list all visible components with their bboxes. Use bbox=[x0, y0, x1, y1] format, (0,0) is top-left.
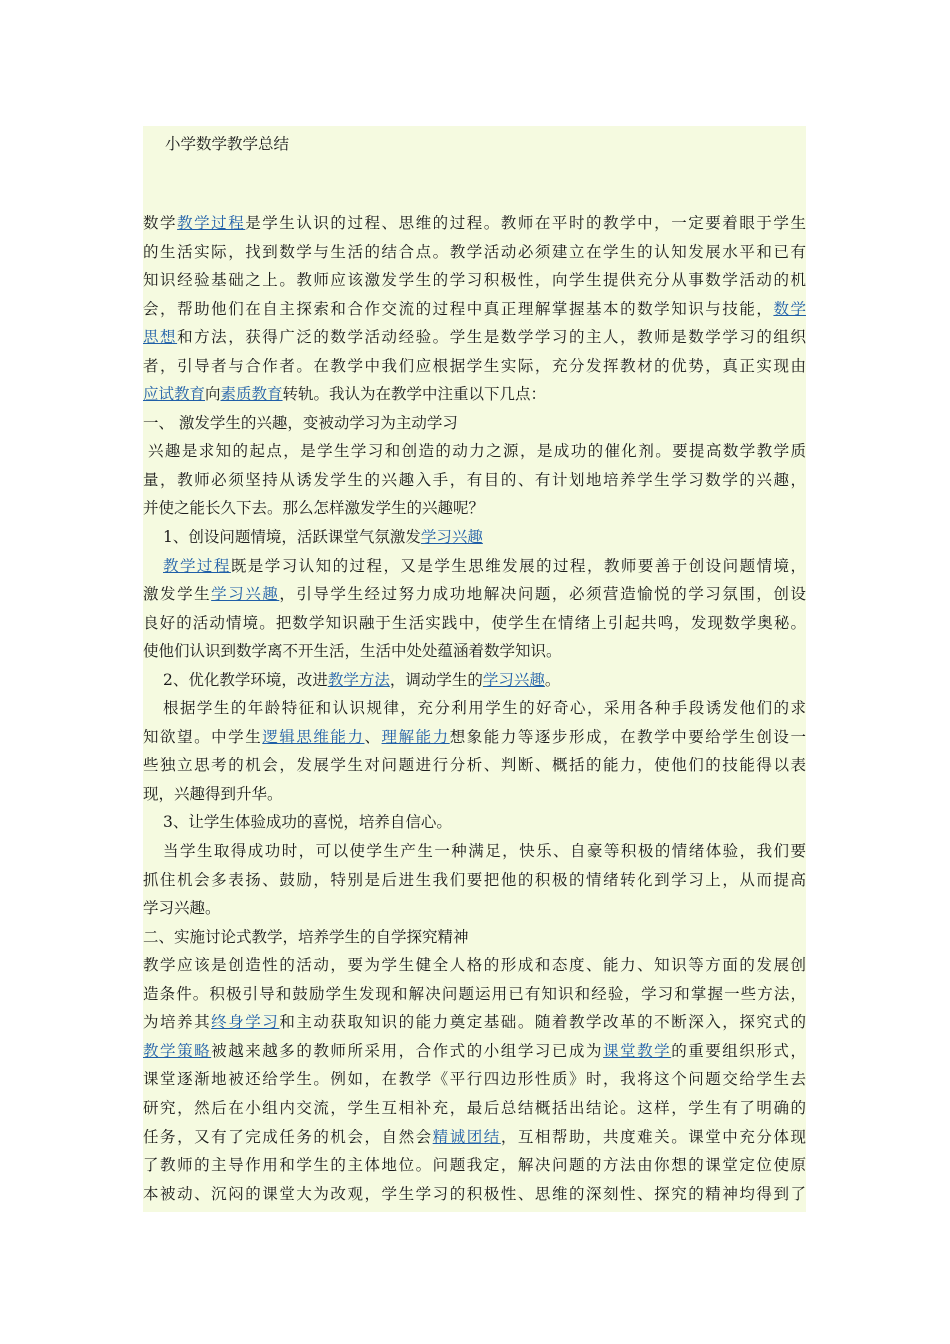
text-segment: 量，教师必须坚持从诱发学生的兴趣入手，有目的、有计划地培养学生学习数学的兴趣， bbox=[143, 470, 806, 489]
text-line bbox=[143, 209, 806, 238]
text-line bbox=[143, 1151, 806, 1180]
keyword-link[interactable]: 教学过程 bbox=[163, 556, 231, 575]
text-line bbox=[143, 609, 806, 638]
text-segment: 知欲望。中学生 bbox=[143, 727, 263, 746]
text-segment: 些独立思考的机会，发展学生对问题进行分析、判断、概括的能力，使他们的技能得以表 bbox=[143, 756, 806, 775]
text-segment: 使他们认识到数学离不开生活，生活中处处蕴涵着数学知识。 bbox=[143, 642, 562, 661]
text-segment: 1、创设问题情境，活跃课堂气氛激发 bbox=[163, 528, 421, 547]
text-line bbox=[143, 552, 806, 581]
text-line bbox=[143, 494, 806, 523]
page-title: 小学数学教学总结 bbox=[165, 135, 290, 153]
text-segment: 造条件。积极引导和鼓励学生发现和解决问题运用已有知识和经验，学习和掌握一些方法， bbox=[143, 984, 806, 1003]
text-segment: 学习兴趣。 bbox=[143, 899, 221, 918]
text-segment: 2、优化教学环境，改进 bbox=[163, 670, 328, 689]
text-line bbox=[143, 723, 806, 752]
text-line bbox=[143, 380, 806, 409]
text-segment: 本被动、沉闷的课堂大为改观，学生学习的积极性、思维的深刻性、探究的精神均得到了 bbox=[143, 1184, 806, 1203]
text-segment: 课堂逐渐地被还给学生。例如，在教学《平行四边形性质》时，我将这个问题交给学生去 bbox=[143, 1070, 806, 1089]
text-segment: 转轨。我认为在教学中注重以下几点： bbox=[282, 385, 547, 404]
text-segment: 兴趣是求知的起点，是学生学习和创造的动力之源，是成功的催化剂。要提高数学教学质 bbox=[148, 442, 806, 461]
keyword-link[interactable]: 教学策略 bbox=[143, 1041, 212, 1060]
text-line bbox=[143, 837, 806, 866]
text-line bbox=[143, 751, 806, 780]
text-segment: 为培养其 bbox=[143, 1013, 212, 1032]
text-line bbox=[143, 1008, 806, 1037]
text-segment: 一、 激发学生的兴趣，变被动学习为主动学习 bbox=[143, 413, 458, 432]
text-segment: 抓住机会多表扬、鼓励，特别是后进生我们要把他的积极的情绪转化到学习上，从而提高 bbox=[143, 870, 806, 889]
keyword-link[interactable]: 理解能力 bbox=[381, 727, 450, 746]
text-line bbox=[143, 1065, 806, 1094]
text-line bbox=[143, 1123, 806, 1152]
text-segment: 当学生取得成功时，可以使学生产生一种满足，快乐、自豪等积极的情绪体验，我们要 bbox=[163, 842, 806, 861]
text-segment: 者，引导者与合作者。在教学中我们应根据学生实际，充分发挥教材的优势，真正实现由 bbox=[143, 356, 806, 375]
text-line bbox=[143, 866, 806, 895]
keyword-link[interactable]: 学习兴趣 bbox=[211, 585, 280, 604]
keyword-link[interactable]: 学习兴趣 bbox=[420, 528, 483, 547]
text-line bbox=[143, 894, 806, 923]
text-line bbox=[143, 523, 806, 552]
keyword-link[interactable]: 终身学习 bbox=[211, 1013, 280, 1032]
text-segment: 想象能力等逐步形成，在教学中要给学生创设一 bbox=[449, 727, 806, 746]
text-line bbox=[143, 1094, 806, 1123]
text-line bbox=[143, 980, 806, 1009]
text-segment: ，引导学生经过努力成功地解决问题，必须营造愉悦的学习氛围，创设 bbox=[279, 585, 806, 604]
keyword-link[interactable]: 逻辑思维能力 bbox=[262, 727, 365, 746]
keyword-link[interactable]: 思想 bbox=[143, 328, 178, 347]
text-segment: ，互相帮助，共度难关。课堂中充分体现 bbox=[500, 1127, 806, 1146]
text-segment: 的重要组织形式， bbox=[671, 1041, 806, 1060]
keyword-link[interactable]: 素质教育 bbox=[220, 385, 283, 404]
document-page bbox=[143, 126, 806, 1212]
text-segment: 研究，然后在小组内交流，学生互相补充，最后总结概括出结论。这样，学生有了明确的 bbox=[143, 1098, 806, 1117]
text-segment: 。 bbox=[544, 670, 561, 689]
text-segment: 的生活实际，找到数学与生活的结合点。教学活动必须建立在学生的认知发展水平和已有 bbox=[143, 242, 806, 261]
text-segment: 被越来越多的教师所采用，合作式的小组学习已成为 bbox=[211, 1041, 604, 1060]
keyword-link[interactable]: 课堂教学 bbox=[603, 1041, 672, 1060]
text-segment: 知识经验基础之上。教师应该激发学生的学习积极性，向学生提供充分从事数学活动的机 bbox=[143, 271, 806, 290]
keyword-link[interactable]: 教学过程 bbox=[177, 214, 246, 232]
text-line bbox=[143, 666, 806, 695]
text-segment: 良好的活动情境。把数学知识融于生活实践中，使学生在情绪上引起共鸣，发现数学奥秘。 bbox=[143, 613, 806, 632]
document-body bbox=[143, 209, 806, 1208]
text-line bbox=[143, 637, 806, 666]
text-line bbox=[143, 808, 806, 837]
text-line bbox=[143, 266, 806, 295]
text-segment: 二、实施讨论式教学，培养学生的自学探究精神 bbox=[143, 927, 469, 946]
keyword-link[interactable]: 学习兴趣 bbox=[482, 670, 545, 689]
text-line bbox=[143, 323, 806, 352]
keyword-link[interactable]: 精诚团结 bbox=[432, 1127, 501, 1146]
text-segment: ，调动学生的 bbox=[389, 670, 483, 689]
text-segment: 了教师的主导作用和学生的主体地位。问题我定，解决问题的方法由你想的课堂定位使原 bbox=[143, 1156, 806, 1175]
text-segment: 和方法，获得广泛的数学活动经验。学生是数学学习的主人，教师是数学学习的组织 bbox=[177, 328, 806, 347]
text-segment: 和主动获取知识的能力奠定基础。随着教学改革的不断深入，探究式的 bbox=[279, 1013, 806, 1032]
text-segment: 并使之能长久下去。那么怎样激发学生的兴趣呢？ bbox=[143, 499, 485, 518]
text-line bbox=[143, 923, 806, 952]
text-segment: 3、让学生体验成功的喜悦，培养自信心。 bbox=[163, 813, 452, 832]
text-line bbox=[143, 951, 806, 980]
text-segment: 是学生认识的过程、思维的过程。教师在平时的教学中，一定要着眼于学生 bbox=[245, 214, 806, 232]
text-segment: 根据学生的年龄特征和认识规律，充分利用学生的好奇心，采用各种手段诱发他们的求 bbox=[163, 699, 806, 718]
text-line bbox=[143, 295, 806, 324]
text-line bbox=[143, 580, 806, 609]
text-line bbox=[143, 780, 806, 809]
text-line bbox=[143, 238, 806, 267]
text-segment: 、 bbox=[364, 727, 382, 746]
text-line bbox=[143, 694, 806, 723]
text-line bbox=[143, 437, 806, 466]
text-segment: 现，兴趣得到升华。 bbox=[143, 784, 283, 803]
keyword-link[interactable]: 数学 bbox=[773, 299, 806, 318]
text-segment: 向 bbox=[205, 385, 221, 404]
text-segment: 会，帮助他们在自主探索和合作交流的过程中真正理解掌握基本的数学知识与技能， bbox=[143, 299, 774, 318]
keyword-link[interactable]: 教学方法 bbox=[327, 670, 390, 689]
text-line bbox=[143, 409, 806, 438]
keyword-link[interactable]: 应试教育 bbox=[143, 385, 206, 404]
text-line bbox=[143, 1180, 806, 1209]
text-segment: 数学 bbox=[143, 214, 178, 232]
text-line bbox=[143, 466, 806, 495]
text-segment: 教学应该是创造性的活动，要为学生健全人格的形成和态度、能力、知识等方面的发展创 bbox=[143, 956, 806, 975]
text-line bbox=[143, 1037, 806, 1066]
text-line bbox=[143, 352, 806, 381]
text-segment: 任务，又有了完成任务的机会，自然会 bbox=[143, 1127, 433, 1146]
text-segment: 既是学习认知的过程，又是学生思维发展的过程，教师要善于创设问题情境， bbox=[230, 556, 806, 575]
text-segment: 激发学生 bbox=[143, 585, 212, 604]
